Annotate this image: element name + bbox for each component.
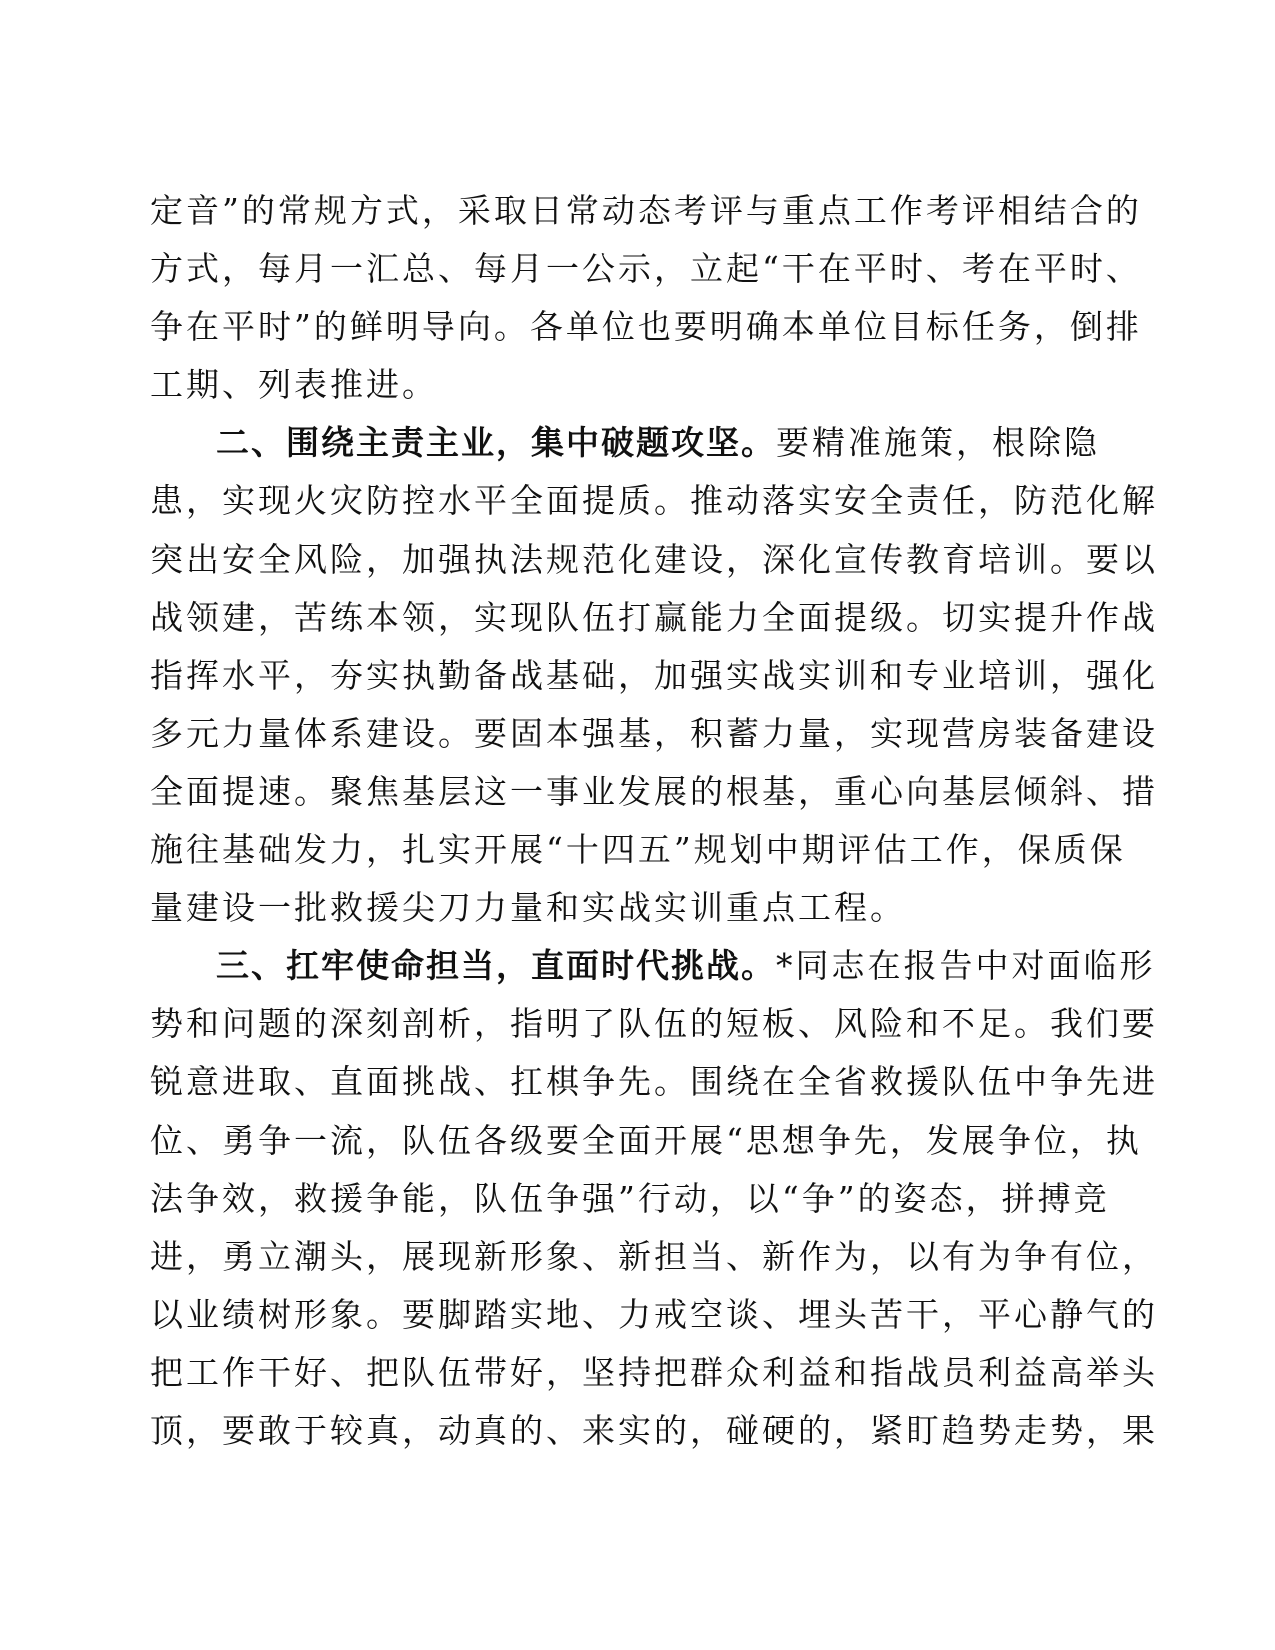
text-line: 施往基础发力，扎实开展“十四五”规划中期评估工作，保质保 [150,830,1126,870]
text-line: 患，实现火灾防控水平全面提质。推动落实安全责任，防范化解 [150,481,1158,521]
section-heading: 三、扛牢使命担当，直面时代挑战。 [216,946,776,986]
paragraph-continuation [150,182,1142,414]
text-run: 要精准施策，根除隐 [776,423,1100,463]
text-line: 把工作干好、把队伍带好，坚持把群众利益和指战员利益高举头 [150,1352,1158,1392]
text-line: 战领建，苦练本领，实现队伍打赢能力全面提级。切实提升作战 [150,597,1158,637]
text-line: 方式，每月一汇总、每月一公示，立起“干在平时、考在平时、 [150,249,1142,289]
text-line: 以业绩树形象。要脚踏实地、力戒空谈、埋头苦干，平心静气的 [150,1294,1158,1334]
text-line: 争在平时”的鲜明导向。各单位也要明确本单位目标任务，倒排 [150,307,1142,347]
text-line: 势和问题的深刻剖析，指明了队伍的短板、风险和不足。我们要 [150,1004,1158,1044]
text-line: 定音”的常规方式，采取日常动态考评与重点工作考评相结合的 [150,191,1142,230]
text-line: 全面提速。聚焦基层这一事业发展的根基，重心向基层倾斜、措 [150,771,1158,811]
text-line: 锐意进取、直面挑战、扛棋争先。围绕在全省救援队伍中争先进 [150,1062,1158,1102]
text-line: 指挥水平，夯实执勤备战基础，加强实战实训和专业培训，强化 [150,655,1158,695]
paragraph-section-3 [150,937,1158,1460]
text-line: 顶，要敢于较真，动真的、来实的，碰硬的，紧盯趋势走势，果 [150,1410,1158,1450]
section-heading: 二、围绕主责主业，集中破题攻坚。 [216,423,776,463]
paragraph-section-2 [150,414,1158,937]
text-run: *同志在报告中对面临形 [776,946,1156,986]
text-line: 多元力量体系建设。要固本强基，积蓄力量，实现营房装备建设 [150,713,1158,753]
text-line-first [150,414,1100,472]
text-line: 位、勇争一流，队伍各级要全面开展“思想争先，发展争位，执 [150,1120,1142,1160]
text-line: 工期、列表推进。 [150,365,438,405]
text-line: 突出安全风险，加强执法规范化建设，深化宣传教育培训。要以 [150,539,1158,579]
text-line: 量建设一批救援尖刀力量和实战实训重点工程。 [150,888,906,928]
text-line: 进，勇立潮头，展现新形象、新担当、新作为，以有为争有位， [150,1236,1158,1276]
text-line: 法争效，救援争能，队伍争强”行动，以“争”的姿态，拼搏竞 [150,1178,1110,1218]
body-text [150,182,1158,1460]
text-line-first [150,937,1156,995]
